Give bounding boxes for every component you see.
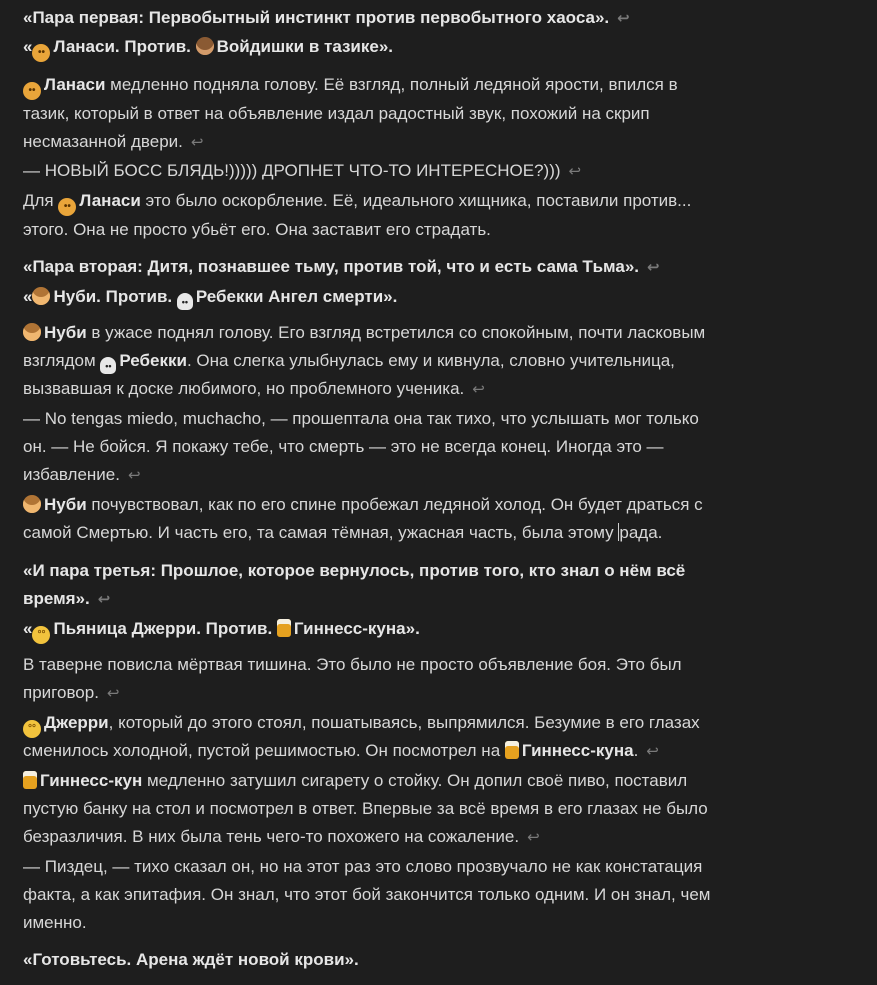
beer-mug-icon bbox=[277, 619, 291, 637]
beer-mug-icon bbox=[505, 741, 519, 759]
return-icon: ↩ bbox=[106, 685, 120, 702]
return-icon: ↩ bbox=[127, 467, 141, 484]
paragraph-line: несмазанной двери. ↩ bbox=[23, 132, 204, 151]
boy-face-icon bbox=[23, 323, 41, 341]
dialogue-line: — Пиздец, — тихо сказал он, но на этот раз это слово прозвучало не как констатация bbox=[23, 857, 703, 876]
return-icon: ↩ bbox=[190, 134, 204, 151]
paragraph-line: сменилось холодной, пустой решимостью. Он посмотрел на Гиннесс-куна. ↩ bbox=[23, 741, 659, 760]
return-icon: ↩ bbox=[568, 163, 582, 180]
return-icon: ↩ bbox=[97, 591, 111, 608]
paragraph-line: безразличия. В них была тень чего-то похожего на сожаление. ↩ bbox=[23, 827, 540, 846]
paragraph-line: тазик, который в ответ на объявление издал радостный звук, похожий на скрип bbox=[23, 104, 650, 123]
return-icon: ↩ bbox=[472, 381, 485, 398]
pair-two-matchup: « Нуби. Против. •• Ребекки Ангел смерти». bbox=[23, 283, 397, 312]
paragraph-line: В таверне повисла мёртвая тишина. Это было не просто объявление боя. Это был bbox=[23, 655, 682, 674]
cat-face-icon bbox=[23, 82, 41, 100]
return-icon: ↩ bbox=[647, 259, 660, 276]
monkey-face-icon bbox=[196, 37, 214, 55]
boy-face-icon bbox=[23, 495, 41, 513]
boy-face-icon bbox=[32, 287, 50, 305]
paragraph-line: приговор. ↩ bbox=[23, 683, 120, 702]
paragraph-line: Нуби в ужасе поднял голову. Его взгляд встретился со спокойным, почти ласковым bbox=[23, 319, 705, 348]
paragraph-line: самой Смертью. И часть его, та самая тёмная, ужасная часть, была этому рада. bbox=[23, 523, 663, 542]
paragraph-line: °°Джерри, который до этого стоял, пошатываясь, выпрямился. Безумие в его глазах bbox=[23, 709, 700, 738]
woozy-face-icon bbox=[32, 626, 50, 644]
return-icon: ↩ bbox=[646, 743, 659, 760]
dialogue-line: — НОВЫЙ БОСС БЛЯДЬ!))))) ДРОПНЕТ ЧТО-ТО ИНТЕРЕСНОЕ?))) ↩ bbox=[23, 161, 582, 180]
dialogue-line: именно. bbox=[23, 913, 87, 932]
paragraph-line: пустую банку на стол и посмотрел в ответ. Впервые за всё время в его глазах не было bbox=[23, 799, 708, 818]
paragraph-line: взглядом ••Ребекки. Она слегка улыбнулась ему и кивнула, словно учительница, bbox=[23, 347, 675, 376]
pair-one-heading: «Пара первая: Первобытный инстинкт против первобытного хаоса». ↩ bbox=[23, 8, 630, 27]
pair-three-heading: «И пара третья: Прошлое, которое вернулось, против того, кто знал о нём всё bbox=[23, 561, 686, 580]
paragraph-line: Нуби почувствовал, как по его спине пробежал ледяной холод. Он будет драться с bbox=[23, 491, 703, 520]
closing-heading: «Готовьтесь. Арена ждёт новой крови». bbox=[23, 950, 359, 969]
paragraph-line: Гиннесс-кун медленно затушил сигарету о стойку. Он допил своё пиво, поставил bbox=[23, 767, 687, 796]
return-icon: ↩ bbox=[617, 10, 630, 27]
return-icon: ↩ bbox=[527, 829, 540, 846]
pair-one-matchup: «•• Ланаси. Против. Войдишки в тазике». bbox=[23, 33, 393, 62]
dialogue-line: факта, а как эпитафия. Он знал, что этот бой закончится только одним. И он знал, чем bbox=[23, 885, 711, 904]
dialogue-line: он. — Не бойся. Я покажу тебе, что смерть — это не всегда конец. Иногда это — bbox=[23, 437, 664, 456]
beer-mug-icon bbox=[23, 771, 37, 789]
pair-two-heading: «Пара вторая: Дитя, познавшее тьму, против той, что и есть сама Тьма». ↩ bbox=[23, 257, 660, 276]
dialogue-line: избавление. ↩ bbox=[23, 465, 141, 484]
skull-icon bbox=[100, 357, 116, 374]
paragraph-line: этого. Она не просто убьёт его. Она заставит его страдать. bbox=[23, 220, 491, 239]
cat-face-icon bbox=[58, 198, 76, 216]
pair-three-heading-cont: время». ↩ bbox=[23, 589, 111, 608]
dialogue-line: — No tengas miedo, muchacho, — прошептала она так тихо, что услышать мог только bbox=[23, 409, 699, 428]
skull-icon bbox=[177, 293, 193, 310]
cat-face-icon bbox=[32, 44, 50, 62]
woozy-face-icon bbox=[23, 720, 41, 738]
pair-three-matchup: «°° Пьяница Джерри. Против. Гиннесс-куна». bbox=[23, 615, 420, 644]
paragraph-line: вызвавшая к доске любимого, но проблемного ученика. ↩ bbox=[23, 379, 485, 398]
paragraph-line: ••Ланаси медленно подняла голову. Её взгляд, полный ледяной ярости, впился в bbox=[23, 71, 678, 100]
paragraph-line: Для ••Ланаси это было оскорбление. Её, идеального хищника, поставили против... bbox=[23, 187, 691, 216]
